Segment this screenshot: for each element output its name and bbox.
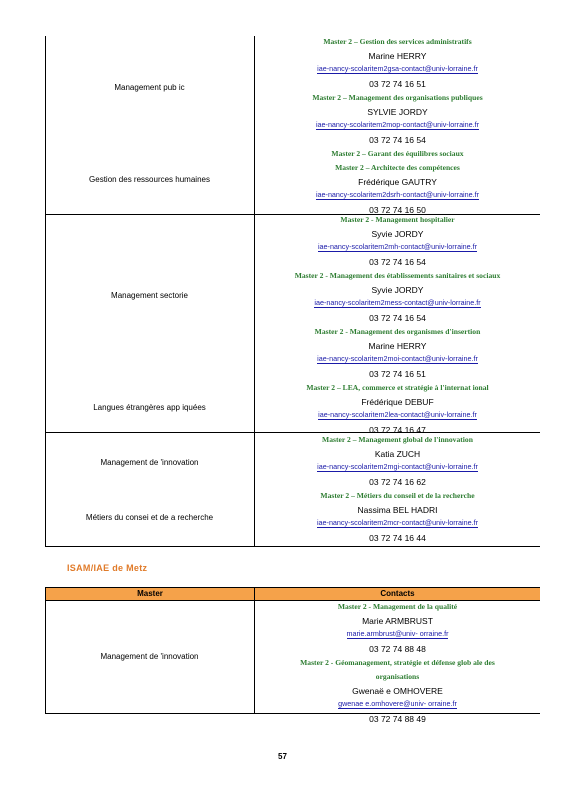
program-title: Master 2 – Architecte des compétences bbox=[335, 163, 460, 172]
contact-name: Syvie JORDY bbox=[371, 285, 424, 295]
program-title: Master 2 – LEA, commerce et stratégie à l'internat ional bbox=[306, 383, 489, 392]
program-title: Master 2 – Management global de l'innovation bbox=[322, 435, 473, 444]
email-text[interactable]: iae-nancy-scolaritem2mcr-contact@univ-lorraine.fr bbox=[316, 518, 479, 527]
program-title: Master 2 – Métiers du conseil et de la recherche bbox=[320, 491, 475, 500]
program-title: Master 2 - Management de la qualité bbox=[337, 602, 458, 611]
contact-name: Marine HERRY bbox=[368, 51, 427, 61]
email-text[interactable]: iae-nancy-scolaritem2lea-contact@univ-lorraine.fr bbox=[318, 410, 477, 419]
email-text[interactable]: iae-nancy-scolaritem2mgi-contact@univ-lorraine.fr bbox=[317, 462, 478, 471]
contact-email-link[interactable] bbox=[255, 189, 540, 203]
email-text[interactable]: iae-nancy-scolaritem2mop-contact@univ-lorraine.fr bbox=[315, 120, 480, 129]
page-number: 57 bbox=[278, 752, 287, 761]
contact-phone: 03 72 74 16 54 bbox=[369, 257, 426, 267]
email-text[interactable]: iae-nancy-scolaritem2mess-contact@univ-lorraine.fr bbox=[314, 298, 481, 307]
contact-email-link[interactable] bbox=[255, 461, 540, 475]
email-text[interactable]: gwenae e.omhovere@univ- orraine.fr bbox=[338, 699, 457, 708]
table1-master-label: Management pub ic bbox=[114, 83, 185, 92]
table1-master-label: Management de 'innovation bbox=[100, 458, 199, 467]
program-title: Master 2 – Gestion des services administratifs bbox=[323, 37, 472, 46]
contact-phone: 03 72 74 16 44 bbox=[369, 533, 426, 543]
table1-master-label: Métiers du consei et de a recherche bbox=[85, 513, 214, 522]
contact-name: Marine HERRY bbox=[368, 341, 427, 351]
table2-header-master: Master bbox=[46, 588, 254, 600]
program-title: organisations bbox=[375, 672, 420, 681]
contact-name: Gwenaë e OMHOVERE bbox=[352, 686, 443, 696]
email-text[interactable]: iae-nancy-scolaritem2mh-contact@univ-lorraine.fr bbox=[317, 242, 478, 251]
table1-block-2 bbox=[255, 213, 540, 437]
table1-master-label: Langues étrangères app iquées bbox=[93, 403, 206, 412]
program-title: Master 2 - Management des établissements sanitaires et sociaux bbox=[294, 271, 501, 280]
contact-phone: 03 72 74 88 48 bbox=[369, 644, 426, 654]
contact-email-link[interactable] bbox=[255, 119, 540, 133]
contact-name: Nassima BEL HADRI bbox=[357, 505, 438, 515]
email-text[interactable]: iae-nancy-scolaritem2gsa-contact@univ-lorraine.fr bbox=[317, 64, 478, 73]
contact-email-link[interactable] bbox=[255, 409, 540, 423]
contact-name: Syvie JORDY bbox=[371, 229, 424, 239]
contact-name: Frédérique GAUTRY bbox=[358, 177, 437, 187]
table1-master-label: Gestion des ressources humaines bbox=[89, 175, 210, 184]
program-title: Master 2 – Management des organisations publiques bbox=[312, 93, 483, 102]
contact-phone: 03 72 74 16 47 bbox=[369, 425, 426, 435]
email-text[interactable]: iae-nancy-scolaritem2moi-contact@univ-lorraine.fr bbox=[317, 354, 478, 363]
table2-header-contacts: Contacts bbox=[255, 588, 540, 600]
contact-email-link[interactable] bbox=[255, 297, 540, 311]
table1-block-1 bbox=[255, 35, 540, 217]
contact-phone: 03 72 74 88 49 bbox=[369, 714, 426, 724]
contact-phone: 03 72 74 16 51 bbox=[369, 369, 426, 379]
contact-email-link[interactable] bbox=[255, 517, 540, 531]
program-title: Master 2 - Management hospitalier bbox=[340, 215, 455, 224]
contact-name: Frédérique DEBUF bbox=[361, 397, 434, 407]
table1-bottom-border bbox=[45, 546, 540, 547]
contact-phone: 03 72 74 16 54 bbox=[369, 135, 426, 145]
table2-contacts-block bbox=[255, 600, 540, 726]
program-title: Master 2 - Géomanagement, stratégie et défense glob ale des bbox=[300, 658, 495, 667]
program-title: Master 2 - Management des organismes d'insertion bbox=[314, 327, 481, 336]
contact-email-link[interactable] bbox=[255, 698, 540, 712]
contact-email-link[interactable] bbox=[255, 628, 540, 642]
contact-phone: 03 72 74 16 51 bbox=[369, 79, 426, 89]
table2-master-label: Management de 'innovation bbox=[100, 652, 199, 661]
contact-email-link[interactable] bbox=[255, 63, 540, 77]
program-title: Master 2 – Garant des équilibres sociaux bbox=[331, 149, 464, 158]
table2-left-border bbox=[45, 587, 46, 714]
contact-name: SYLVIE JORDY bbox=[367, 107, 428, 117]
contact-name: Katia ZUCH bbox=[374, 449, 421, 459]
section-title: ISAM/IAE de Metz bbox=[67, 563, 148, 573]
contact-email-link[interactable] bbox=[255, 353, 540, 367]
email-text[interactable]: iae-nancy-scolaritem2dsrh-contact@univ-lorraine.fr bbox=[315, 190, 480, 199]
contact-phone: 03 72 74 16 50 bbox=[369, 205, 426, 215]
contact-phone: 03 72 74 16 54 bbox=[369, 313, 426, 323]
email-text[interactable]: marie.armbrust@univ- orraine.fr bbox=[346, 629, 449, 638]
contact-phone: 03 72 74 16 62 bbox=[369, 477, 426, 487]
contact-name: Marie ARMBRUST bbox=[362, 616, 433, 626]
table1-master-label: Management sectorie bbox=[111, 291, 188, 300]
contact-email-link[interactable] bbox=[255, 241, 540, 255]
table1-block-3 bbox=[255, 433, 540, 545]
